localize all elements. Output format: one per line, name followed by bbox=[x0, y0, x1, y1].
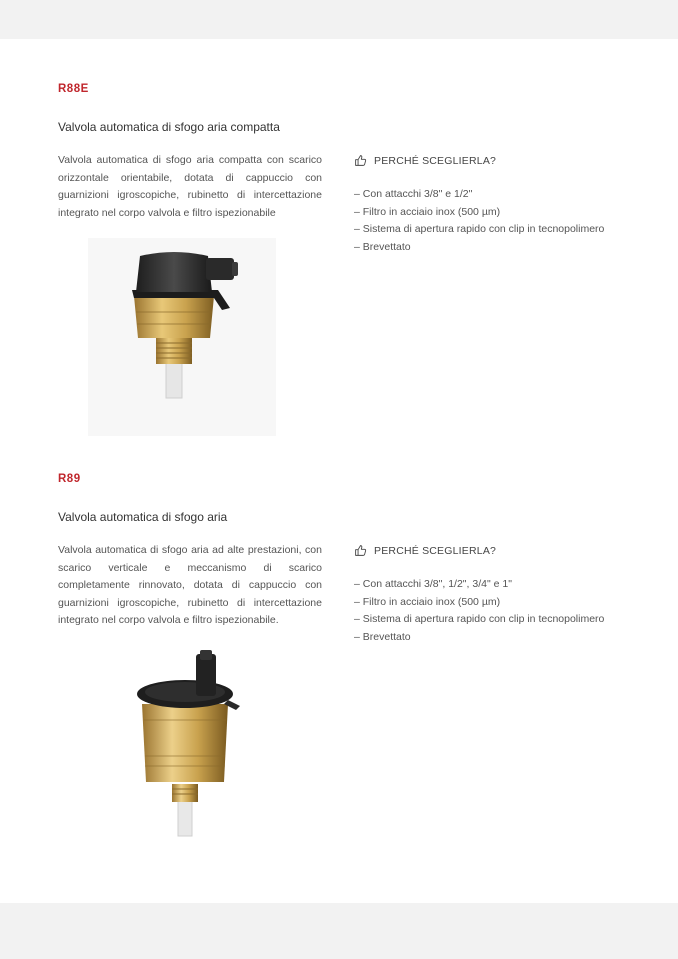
product-description: Valvola automatica di sfogo aria ad alte prestazioni, con scarico verticale e meccanismo di scarico completamente rinnovato, dotata di cappuccio con guarnizioni igroscopiche, rubinetto di intercettazione integrato nel corpo valvola e filtro ispezionabile. bbox=[58, 544, 322, 626]
why-choose-heading bbox=[354, 154, 496, 167]
thumbs-up-icon bbox=[354, 154, 367, 167]
why-choose-label: PERCHÉ SCEGLIERLA? bbox=[374, 544, 497, 557]
list-item: – Sistema di apertura rapido con clip in tecnopolimero bbox=[354, 611, 624, 629]
compact-air-vent-valve-photo bbox=[88, 238, 276, 436]
list-item: – Filtro in acciaio inox (500 µm) bbox=[354, 594, 624, 612]
product-title: Valvola automatica di sfogo aria compatta bbox=[58, 120, 280, 134]
list-item: – Filtro in acciaio inox (500 µm) bbox=[354, 204, 624, 222]
product-description: Valvola automatica di sfogo aria compatta con scarico orizzontale orientabile, dotata di cappuccio con guarnizioni igroscopiche, rubinetto di intercettazione integrato nel corpo valvola e filtro ispezionabile bbox=[58, 154, 322, 219]
list-item: – Sistema di apertura rapido con clip in tecnopolimero bbox=[354, 221, 624, 239]
page-footer-band bbox=[0, 903, 678, 959]
air-vent-valve-photo bbox=[128, 648, 248, 838]
product-code: R88E bbox=[58, 83, 89, 95]
feature-list bbox=[354, 576, 624, 646]
product-code: R89 bbox=[58, 473, 81, 485]
feature-list bbox=[354, 186, 624, 256]
list-item: – Brevettato bbox=[354, 239, 624, 257]
why-choose-label: PERCHÉ SCEGLIERLA? bbox=[374, 154, 497, 167]
product-title: Valvola automatica di sfogo aria bbox=[58, 510, 228, 524]
thumbs-up-icon bbox=[354, 544, 367, 557]
list-item: – Con attacchi 3/8", 1/2", 3/4" e 1" bbox=[354, 576, 624, 594]
list-item: – Brevettato bbox=[354, 629, 624, 647]
list-item: – Con attacchi 3/8" e 1/2" bbox=[354, 186, 624, 204]
why-choose-heading bbox=[354, 544, 496, 557]
